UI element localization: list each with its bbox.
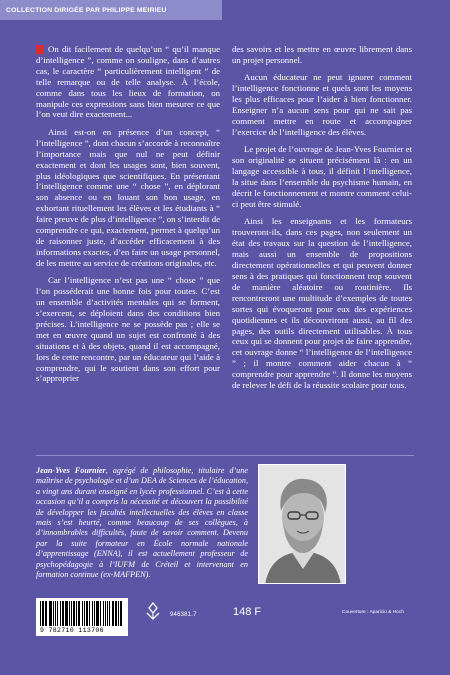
left-column <box>36 44 220 391</box>
cover-credit: Couverture : Aparicio & Hoch <box>342 610 404 615</box>
barcode-bar <box>105 601 107 626</box>
barcode-bar <box>73 601 75 626</box>
barcode-bar <box>89 601 90 626</box>
barcode-bar <box>69 601 70 626</box>
barcode-bar <box>46 601 47 626</box>
barcode-bar <box>49 601 52 626</box>
barcode-bar <box>109 601 110 626</box>
author-name: Jean-Yves Fournier <box>36 466 106 475</box>
price: 148 F <box>233 606 262 618</box>
barcode-bar <box>42 601 44 626</box>
barcode-bar <box>86 601 88 626</box>
author-bio-text: , agrégé de philosophie, titulaire d’une maîtrise de psychologie et d’un DEA de Sciences de l’éducation, a vingt ans durant enseigné en lycée professionnel. C’est à cette occasion qu’il a compris la nécessité et découvert la possibilité de développer les facultés intellectuelles des élèves en classe mais s’est heurté, comme beaucoup de ses collègues, à d’innombrables difficultés, faute de savoir comment. Devenu par la suite formateur en École normale nationale d’apprentissage (ENNA), il est actuellement professeur de psychopédagogie à l’IUFM de Créteil et intervenant en formation continue (ex-MAFPEN). <box>36 466 249 580</box>
publisher-logo-icon <box>145 602 161 620</box>
barcode-bar <box>118 601 119 626</box>
paragraph: Le projet de l’ouvrage de Jean-Yves Fournier et son originalité se situent précisément là : en un langage accessible à tous, il définit l’intelligence, la situe dans l’ensemble du psychisme humain, en décrit le fonctionnement et montre comment celui-ci peut être stimulé. <box>232 144 412 209</box>
paragraph: Car l’intelligence n’est pas une “ chose ” que l’on posséderait une bonne fois pour toutes. C’est un ensemble d’activités mentales qui se forment, s’exercent, se déploient dans des conditions bien précises. L’intelligence ne se possède pas ; elle se met en œuvre quand un sujet est confronté à des situations et à des objets, quand il est accompagné, lors de cette rencontre, par un éducateur qui l’aide à comprendre, qui le soutient dans son effort pour s’approprier <box>36 275 220 384</box>
collection-header: COLLECTION DIRIGÉE PAR PHILIPPE MEIRIEU <box>0 0 222 20</box>
barcode-bar <box>112 601 114 626</box>
barcode-bar <box>65 601 68 626</box>
paragraph: Ainsi les enseignants et les formateurs trouveront-ils, dans ces pages, non seulement un état des travaux sur la question de l’intelligence, mais aussi un ensemble de propositions directement opérationnelles et qui peuvent donner sens à des pratiques qui fonctionnent trop souvent de manière aléatoire ou routinière. Ils rencontreront une multitude d’exemples de toutes sortes qui évoqueront pour eux des expériences quotidiennes et ils découvriront aussi, au fil des pages, des outils directement utilisables. À tous ceux qui se donnent pour projet de faire apprendre, cet ouvrage donne “ l’intelligence de l’intelligence ” ; il montre comment aider chacun à “ comprendre pour apprendre ”. Il donne les moyens de relever le défi de la réussite scolaire pour tous. <box>232 216 412 391</box>
barcode-bar <box>92 601 94 626</box>
barcode-bar <box>78 601 81 626</box>
barcode-bar <box>100 601 101 626</box>
barcode-bar <box>76 601 77 626</box>
paragraph: Aucun éducateur ne peut ignorer comment l’intelligence fonctionne et quels sont les moyens les plus efficaces pour l’aider à bien fonctionner. Enseigner n’a aucun sens pour qui ne sait pas comment mettre en route et accompagner l’exercice de l’intelligence des élèves. <box>232 72 412 137</box>
barcode-bar <box>60 601 61 626</box>
dropcap-marker <box>36 45 43 54</box>
reference-number: 946381.7 <box>170 612 197 618</box>
barcode-digits: 9 782710 113706 <box>40 627 104 634</box>
barcode-bar <box>103 601 104 626</box>
right-column <box>232 44 412 398</box>
section-divider <box>36 455 414 456</box>
barcode-bar <box>120 601 122 626</box>
author-portrait-icon <box>259 465 346 584</box>
barcode-bar <box>84 601 85 626</box>
barcode-bar <box>94 601 95 626</box>
barcode-bar <box>57 601 58 626</box>
paragraph: On dit facilement de quelqu’un “ qu’il manque d’intelligence ”, comme on souligne, dans d’autres cas, le caractère “ particulièrement intelligent ” de telle remarque ou de telle analyse. À l’école, comme dans tous les lieux de formation, on manipule ces expressions sans bien mesurer ce que l’on veut dire exactement... <box>36 44 220 120</box>
barcode-bar <box>82 601 83 626</box>
isbn-barcode <box>36 598 128 636</box>
paragraph: des savoirs et les mettre en œuvre librement dans un projet personnel. <box>232 44 412 65</box>
barcode-bar <box>53 601 54 626</box>
barcode-bar <box>55 601 57 626</box>
barcode-bar <box>71 601 72 626</box>
author-photo <box>258 464 346 584</box>
barcode-bar <box>96 601 99 626</box>
barcode-bar <box>115 601 118 626</box>
barcode-bar <box>62 601 64 626</box>
author-bio <box>36 466 248 580</box>
paragraph: Ainsi est-on en présence d’un concept, “ l’intelligence ”, dont chacun s’accorde à reconnaître l’importance mais que nul ne peut définir exactement et dont les usages sont, bien souvent, plus idéologiques que scientifiques. En présentant l’intelligence comme une “ chose ”, en déplorant son absence ou en louant son bon usage, en exhortant rituellement les élèves et les étudiants à “ faire preuve de plus d’intelligence ”, on s’interdit de comprendre ce qui, exactement, permet à quelqu’un de raisonner juste, d’accéder efficacement à des informations exactes, d’en faire un usage personnel, de les mettre au service de créations originales, etc. <box>36 126 220 268</box>
barcode-bars <box>40 601 124 626</box>
barcode-bar <box>45 601 46 626</box>
barcode-bar <box>107 601 108 626</box>
barcode-bar <box>40 601 41 626</box>
